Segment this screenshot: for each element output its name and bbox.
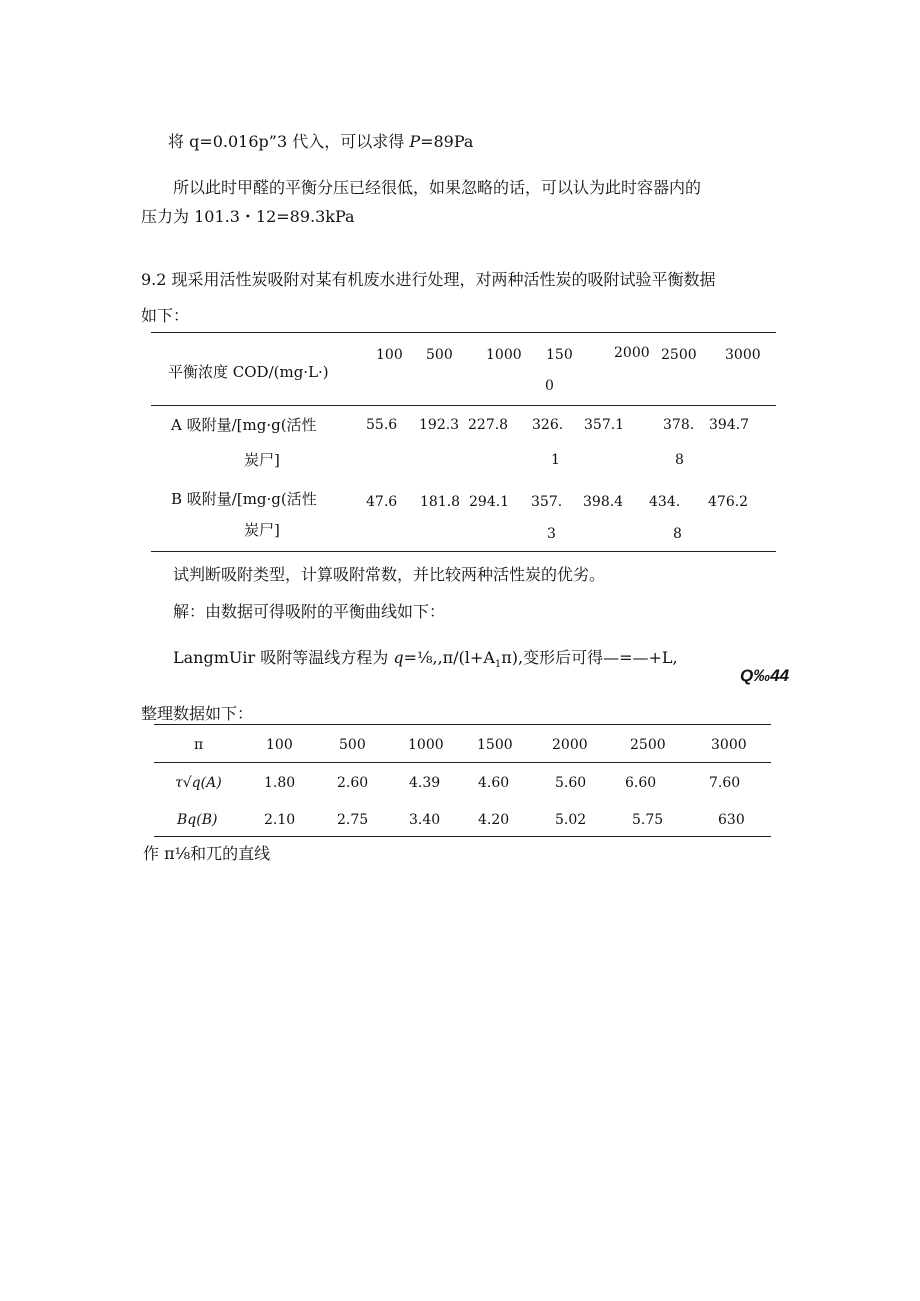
langmuir-q: q [393,648,404,667]
table1-row-b-cell: 357. [531,494,563,510]
table2-row1-cell: 4.60 [478,775,510,791]
table1-row-b-cell: 181.8 [420,494,461,510]
langmuir-line [173,647,678,676]
tidy-data-line: 整理数据如下： [141,704,254,723]
table2-row1-cell: 2.60 [337,775,369,791]
table1-row-a-cell: 357.1 [584,417,625,433]
table1-row-a-cell: 55.6 [366,417,398,433]
table1-header-label: 平衡浓度 COD/(mg·L·) [168,363,329,381]
table2-row2-cell: 3.40 [409,812,441,828]
table1-row-a-cell: 227.8 [468,417,509,433]
table2-row1-cell: 7.60 [709,775,741,791]
table1-row-a-label2: 炭尸] [244,451,280,469]
table1-bottom-rule [151,551,776,552]
table2-mid-rule [154,762,771,763]
table1-row-b-wrap: 3 [547,526,556,542]
table1-header-cell: 2000 [614,345,650,361]
table2-row2-cell: 5.75 [632,812,664,828]
table2-bottom-rule [154,836,771,837]
table2-header-cell: 100 [266,737,293,753]
partial-pressure-line1: 所以此时甲醛的平衡分压已经很低，如果忽略的话，可以认为此时容器内的 [173,178,702,197]
table2-header-cell: π [194,737,204,753]
line-substitute-p: P [409,132,421,151]
problem-9-2-line1: 9.2 现采用活性炭吸附对某有机废水进行处理，对两种活性炭的吸附试验平衡数据 [141,270,716,289]
solution-line: 解：由数据可得吸附的平衡曲线如下： [173,602,446,621]
footer-line: 作 π⅛和兀的直线 [143,844,271,863]
table1-row-b-cell: 434. [649,494,681,510]
table1-mid-rule [151,405,776,406]
langmuir-sub: 1 [494,659,502,671]
table2-header-cell: 2500 [630,737,666,753]
problem-9-2-line2: 如下： [141,306,190,325]
table1-row-a-label: A 吸附量/[mg·g(活性 [171,416,317,434]
table2-header-cell: 500 [339,737,366,753]
table2-row2-cell: 2.10 [264,812,296,828]
table1-row-b-cell: 294.1 [469,494,510,510]
table1-row-b-label2: 炭尸] [244,521,280,539]
table2-row1-cell: 5.60 [555,775,587,791]
table2-top-rule [154,724,771,725]
table2-row2-label: Bq(B) [177,812,218,828]
line-substitute-text: 将 q=0.016p”3 代入，可以求得 [168,132,410,151]
partial-pressure-line2: 压力为 101.3・12=89.3kPa [141,207,355,226]
line-substitute [168,131,473,153]
table1-top-rule [151,332,776,333]
table2-header-cell: 3000 [711,737,747,753]
table1-header-cell: 150 [546,347,573,363]
table1-row-b-cell: 476.2 [708,494,749,510]
table1-row-a-wrap: 1 [551,452,560,468]
table1-row-a-cell: 326. [532,417,564,433]
equation-mark: Q‰44 [740,666,790,685]
table1-row-a-wrap: 8 [675,452,684,468]
langmuir-text-d: π),变形后可得—=—+L, [501,648,678,667]
table1-row-b-cell: 47.6 [366,494,398,510]
table2-header-cell: 1500 [477,737,513,753]
table1-row-b-label: B 吸附量/[mg·g(活性 [171,490,317,508]
table1-row-b-cell: 398.4 [583,494,624,510]
table2-row2-cell: 4.20 [478,812,510,828]
table2-row1-cell: 4.39 [409,775,441,791]
table1-header-cell: 1000 [486,347,522,363]
table2-row2-cell: 2.75 [337,812,369,828]
table2-header-cell: 2000 [552,737,588,753]
table1-header-cell: 500 [426,347,453,363]
table1-row-a-cell: 378. [663,417,695,433]
table1-header-cell: 2500 [661,347,697,363]
table1-row-b-wrap: 8 [673,526,682,542]
langmuir-text-a: LangmUir 吸附等温线方程为 [173,648,394,667]
langmuir-text-c: =⅛,,π/(l+A [403,648,495,667]
table1-header-cell-wrap: 0 [545,378,554,394]
table1-row-a-cell: 394.7 [709,417,750,433]
table2-row2-cell: 630 [718,812,745,828]
table2-row2-cell: 5.02 [555,812,587,828]
table2-header-cell: 1000 [408,737,444,753]
table2-row1-cell: 1.80 [264,775,296,791]
question-line: 试判断吸附类型，计算吸附常数，并比较两种活性炭的优劣。 [173,565,606,584]
table1-header-cell: 100 [376,347,403,363]
table1-row-a-cell: 192.3 [419,417,460,433]
table2-row1-cell: 6.60 [625,775,657,791]
table2-row1-label: τ√q(A) [175,775,222,791]
line-substitute-end: =89Pa [420,132,474,151]
table1-header-cell: 3000 [725,347,761,363]
